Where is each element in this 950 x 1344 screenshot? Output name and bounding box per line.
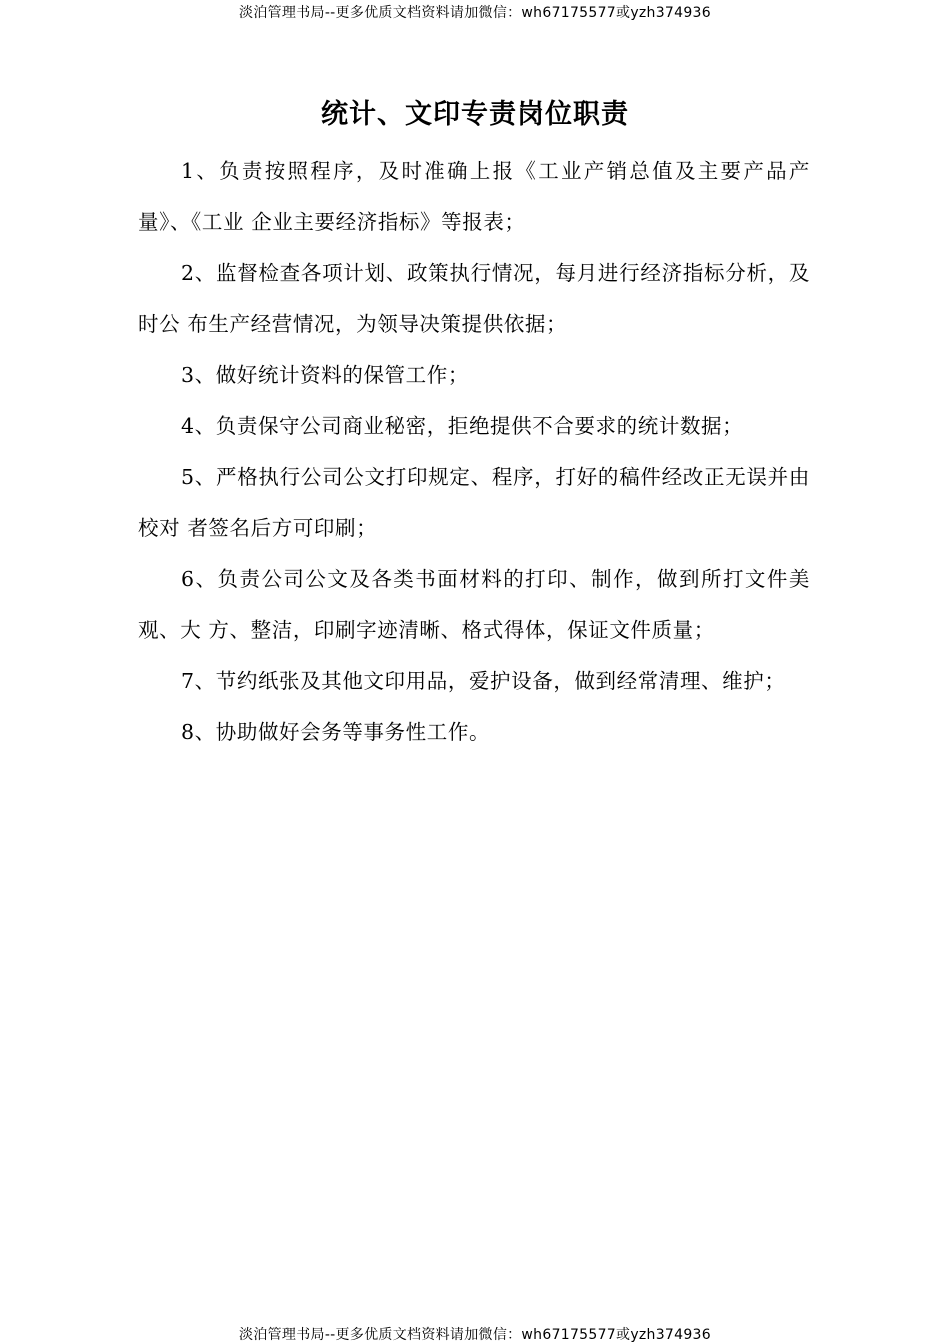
duty-item-5: 5、严格执行公司公文打印规定、程序，打好的稿件经改正无误并由校对 者签名后方可印刷； (138, 465, 810, 540)
duties-list (138, 146, 810, 758)
duty-item-6: 6、负责公司公文及各类书面材料的打印、制作，做到所打文件美观、大 方、整洁，印刷字迹清晰、格式得体，保证文件质量； (138, 567, 810, 642)
duty-item-8: 8、协助做好会务等事务性工作。 (181, 720, 491, 744)
duty-item-4: 4、负责保守公司商业秘密，拒绝提供不合要求的统计数据； (181, 414, 744, 438)
page-title: 统计、文印专责岗位职责 (321, 99, 629, 130)
footer-watermark-note: 淡泊管理书局--更多优质文档资料请加微信：wh67175577或yzh374936 (239, 1327, 711, 1343)
duty-item-3: 3、做好统计资料的保管工作； (181, 363, 469, 387)
duty-item-7: 7、节约纸张及其他文印用品，爱护设备，做到经常清理、维护； (181, 669, 786, 693)
duty-item-1: 1、负责按照程序，及时准确上报《工业产销总值及主要产品产量》、《工业 企业主要经济指标》等报表； (138, 159, 810, 234)
duty-item-2: 2、监督检查各项计划、政策执行情况，每月进行经济指标分析，及时公 布生产经营情况，为领导决策提供依据； (138, 261, 810, 336)
header-watermark-note: 淡泊管理书局--更多优质文档资料请加微信：wh67175577或yzh374936 (239, 5, 711, 21)
